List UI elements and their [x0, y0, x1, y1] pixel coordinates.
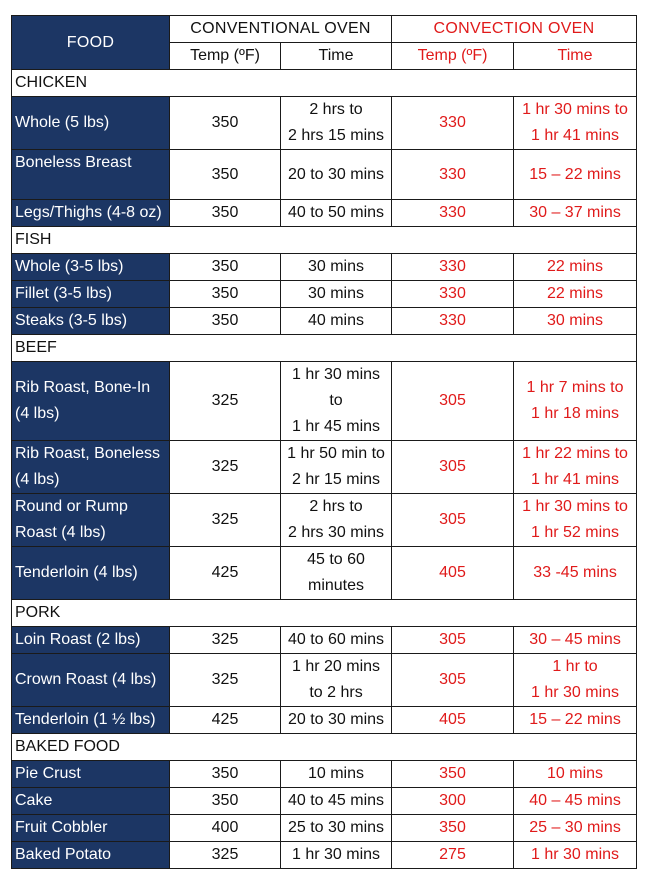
cell-line: 1 hr 22 mins to: [522, 445, 628, 462]
cell-line: 25 – 30 mins: [529, 819, 621, 836]
table-body: [12, 70, 637, 869]
food-cell: [12, 441, 170, 494]
cell-line: 22 mins: [547, 285, 604, 302]
conventional-temp-header: Temp (ºF): [170, 43, 281, 70]
conventional-time-cell: [281, 200, 392, 227]
food-cell: [12, 494, 170, 547]
cell-line: 30 – 37 mins: [529, 204, 621, 221]
food-cell: [12, 788, 170, 815]
cell-line: Roast (4 lbs): [15, 524, 106, 541]
conventional-temp-cell: 425: [170, 707, 281, 734]
table-row: [12, 707, 637, 734]
cell-line: 33 -45 mins: [533, 564, 617, 581]
table-row: [12, 654, 637, 707]
section-row: [12, 227, 637, 254]
convection-time-cell: [514, 97, 637, 150]
convection-temp-header: Temp (ºF): [392, 43, 514, 70]
cell-line: Fillet (3-5 lbs): [15, 285, 112, 302]
convection-time-cell: [514, 441, 637, 494]
cell-line: 1 hr 30 mins: [530, 846, 620, 863]
section-row: [12, 335, 637, 362]
cell-line: Round or Rump: [15, 498, 128, 515]
conventional-temp-cell: 325: [170, 654, 281, 707]
table-row: [12, 200, 637, 227]
convection-time-cell: [514, 761, 637, 788]
oven-conversion-table: [11, 15, 637, 869]
cell-line: 2 hrs 15 mins: [287, 127, 385, 144]
table-row: [12, 441, 637, 494]
conventional-temp-cell: 325: [170, 441, 281, 494]
cell-line: Fruit Cobbler: [15, 819, 108, 836]
convection-temp-cell: 330: [392, 150, 514, 200]
cell-line: 1 hr 7 mins to: [526, 379, 624, 396]
conventional-time-cell: [281, 150, 392, 200]
cell-line: 2 hr 15 mins: [291, 471, 381, 488]
conventional-oven-header: CONVENTIONAL OVEN: [170, 16, 392, 43]
conventional-temp-cell: 350: [170, 150, 281, 200]
table-row: [12, 254, 637, 281]
conventional-time-cell: [281, 362, 392, 441]
food-cell: [12, 308, 170, 335]
cell-line: 40 mins: [307, 312, 365, 329]
section-row: [12, 600, 637, 627]
convection-temp-cell: 350: [392, 761, 514, 788]
conventional-time-cell: [281, 97, 392, 150]
conventional-time-cell: [281, 815, 392, 842]
cell-line: Pie Crust: [15, 765, 81, 782]
cell-line: 1 hr 30 mins: [291, 366, 381, 383]
convection-time-cell: [514, 308, 637, 335]
cell-line: 40 to 45 mins: [287, 792, 385, 809]
food-cell: [12, 815, 170, 842]
convection-time-cell: [514, 254, 637, 281]
conventional-time-cell: [281, 761, 392, 788]
cell-line: 1 hr 50 min to: [287, 445, 385, 462]
conventional-time-cell: [281, 627, 392, 654]
cell-line: 20 to 30 mins: [287, 165, 385, 183]
table-row: [12, 842, 637, 869]
cell-line: 1 hr 30 mins to: [522, 101, 628, 118]
table-row: [12, 761, 637, 788]
convection-temp-cell: 330: [392, 308, 514, 335]
table-row: [12, 547, 637, 600]
cell-line: to 2 hrs: [309, 684, 363, 701]
cell-line: Whole (3-5 lbs): [15, 258, 124, 275]
convection-time-cell: [514, 788, 637, 815]
cell-line: 30 mins: [307, 258, 365, 275]
table-row: [12, 627, 637, 654]
conventional-temp-cell: 400: [170, 815, 281, 842]
convection-temp-cell: 405: [392, 547, 514, 600]
convection-time-cell: [514, 281, 637, 308]
section-title: CHICKEN: [12, 70, 637, 97]
cell-line: 25 to 30 mins: [287, 819, 385, 836]
table-row: [12, 494, 637, 547]
table-row: [12, 308, 637, 335]
convection-time-cell: [514, 654, 637, 707]
cell-line: 10 mins: [547, 765, 604, 782]
cell-line: 2 hrs to: [309, 101, 363, 118]
food-cell: [12, 842, 170, 869]
convection-time-cell: [514, 627, 637, 654]
cell-line: 1 hr 18 mins: [530, 405, 620, 422]
cell-line: Tenderloin (4 lbs): [15, 564, 138, 581]
cell-line: 1 hr 30 mins: [291, 846, 381, 863]
convection-temp-cell: 305: [392, 362, 514, 441]
conventional-temp-cell: 325: [170, 842, 281, 869]
convection-temp-cell: 275: [392, 842, 514, 869]
convection-temp-cell: 305: [392, 441, 514, 494]
convection-temp-cell: 305: [392, 494, 514, 547]
convection-temp-cell: 350: [392, 815, 514, 842]
cell-line: 45 to 60: [307, 551, 365, 568]
cell-line: 10 mins: [307, 765, 365, 782]
cell-line: (4 lbs): [15, 471, 60, 488]
section-title: BAKED FOOD: [12, 734, 637, 761]
convection-temp-cell: 330: [392, 281, 514, 308]
convection-time-cell: [514, 150, 637, 200]
conventional-temp-cell: 350: [170, 761, 281, 788]
conventional-temp-cell: 350: [170, 254, 281, 281]
convection-temp-cell: 305: [392, 654, 514, 707]
cell-line: 1 hr 52 mins: [530, 524, 620, 541]
cell-line: Whole (5 lbs): [15, 114, 110, 131]
cell-line: 40 to 60 mins: [287, 631, 385, 648]
cell-line: 20 to 30 mins: [287, 711, 385, 728]
cell-line: 40 to 50 mins: [287, 204, 385, 221]
food-cell: [12, 254, 170, 281]
cell-line: Crown Roast (4 lbs): [15, 671, 157, 688]
convection-time-cell: [514, 547, 637, 600]
cell-line: Cake: [15, 792, 53, 809]
table-row: [12, 815, 637, 842]
food-cell: [12, 97, 170, 150]
conventional-temp-cell: 325: [170, 494, 281, 547]
cell-line: 1 hr to: [552, 658, 598, 675]
cell-line: 1 hr 30 mins: [530, 684, 620, 701]
convection-time-cell: [514, 494, 637, 547]
food-column-header: FOOD: [12, 16, 170, 70]
cell-line: 2 hrs 30 mins: [287, 524, 385, 541]
conventional-time-cell: [281, 494, 392, 547]
convection-time-header: Time: [514, 43, 637, 70]
cell-line: 30 – 45 mins: [529, 631, 621, 648]
cell-line: Loin Roast (2 lbs): [15, 631, 141, 648]
section-row: [12, 70, 637, 97]
cell-line: 1 hr 45 mins: [291, 418, 381, 435]
conventional-time-cell: [281, 441, 392, 494]
conventional-temp-cell: 350: [170, 200, 281, 227]
table-row: [12, 97, 637, 150]
conventional-temp-cell: 325: [170, 362, 281, 441]
convection-time-cell: [514, 707, 637, 734]
food-cell: [12, 707, 170, 734]
cell-line: 15 – 22 mins: [529, 165, 621, 183]
cell-line: to: [329, 392, 343, 409]
conventional-temp-cell: 350: [170, 308, 281, 335]
table-row: [12, 150, 637, 200]
cell-line: Rib Roast, Bone-In: [15, 379, 151, 396]
conventional-time-header: Time: [281, 43, 392, 70]
food-cell: [12, 627, 170, 654]
conventional-temp-cell: 350: [170, 97, 281, 150]
table-row: [12, 281, 637, 308]
cell-line: Baked Potato: [15, 846, 112, 863]
cell-line: 1 hr 41 mins: [530, 471, 620, 488]
cell-line: 30 mins: [547, 312, 604, 329]
cell-line: 1 hr 20 mins: [291, 658, 381, 675]
conventional-time-cell: [281, 254, 392, 281]
conventional-temp-cell: 325: [170, 627, 281, 654]
convection-temp-cell: 305: [392, 627, 514, 654]
cell-line: Boneless Breast: [15, 154, 132, 171]
food-cell: [12, 362, 170, 441]
food-cell: [12, 654, 170, 707]
cell-line: 1 hr 41 mins: [530, 127, 620, 144]
food-cell: [12, 150, 170, 200]
section-title: BEEF: [12, 335, 637, 362]
conventional-time-cell: [281, 281, 392, 308]
table-row: [12, 362, 637, 441]
cell-line: 40 – 45 mins: [529, 792, 621, 809]
conventional-time-cell: [281, 707, 392, 734]
conventional-temp-cell: 350: [170, 788, 281, 815]
convection-temp-cell: 330: [392, 97, 514, 150]
food-cell: [12, 761, 170, 788]
cell-line: 15 – 22 mins: [529, 711, 621, 728]
cell-line: (4 lbs): [15, 405, 60, 422]
cell-line: Tenderloin (1 ½ lbs): [15, 711, 156, 728]
cell-line: Legs/Thighs (4-8 oz): [15, 204, 162, 221]
conventional-temp-cell: 350: [170, 281, 281, 308]
convection-temp-cell: 330: [392, 254, 514, 281]
section-title: FISH: [12, 227, 637, 254]
section-title: PORK: [12, 600, 637, 627]
oven-table-container: [11, 15, 636, 869]
convection-temp-cell: 300: [392, 788, 514, 815]
conventional-time-cell: [281, 654, 392, 707]
cell-line: Steaks (3-5 lbs): [15, 312, 128, 329]
convection-time-cell: [514, 200, 637, 227]
cell-line: 30 mins: [307, 285, 365, 302]
food-cell: [12, 281, 170, 308]
cell-line: minutes: [307, 577, 365, 594]
section-row: [12, 734, 637, 761]
conventional-time-cell: [281, 547, 392, 600]
convection-temp-cell: 330: [392, 200, 514, 227]
conventional-temp-cell: 425: [170, 547, 281, 600]
conventional-time-cell: [281, 308, 392, 335]
cell-line: 2 hrs to: [309, 498, 363, 515]
food-cell: [12, 547, 170, 600]
cell-line: Rib Roast, Boneless: [15, 445, 160, 462]
table-row: [12, 788, 637, 815]
convection-time-cell: [514, 842, 637, 869]
convection-time-cell: [514, 815, 637, 842]
food-cell: [12, 200, 170, 227]
conventional-time-cell: [281, 842, 392, 869]
cell-line: 1 hr 30 mins to: [522, 498, 628, 515]
cell-line: 22 mins: [547, 258, 604, 275]
convection-temp-cell: 405: [392, 707, 514, 734]
conventional-time-cell: [281, 788, 392, 815]
convection-oven-header: CONVECTION OVEN: [392, 16, 637, 43]
convection-time-cell: [514, 362, 637, 441]
